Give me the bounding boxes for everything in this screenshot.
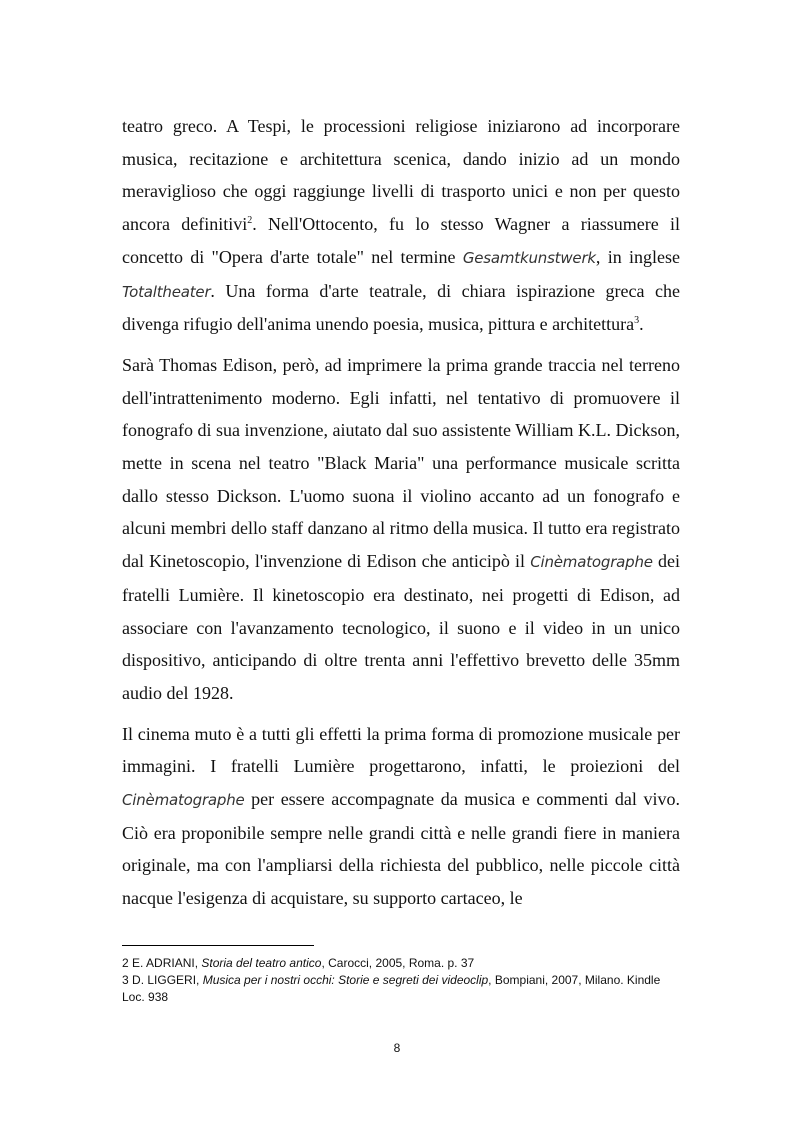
footnote-title: Musica per i nostri occhi: Storie e segreti dei videoclip <box>202 973 489 987</box>
footnote-ref-3[interactable]: 3 <box>634 315 640 327</box>
footnote-author: D. LIGGERI, <box>128 973 203 987</box>
paragraph-1 <box>122 110 680 341</box>
italic-term: Cinèmatographe <box>530 553 653 572</box>
body-text <box>122 110 680 923</box>
paragraph-text: . <box>639 314 644 335</box>
paragraph-text: , in inglese <box>595 246 680 267</box>
italic-term: Gesamtkunstwerk <box>462 248 596 267</box>
footnote-number: 3 <box>122 973 129 987</box>
footnote-number: 2 <box>122 956 129 970</box>
footnote-ref-2[interactable]: 2 <box>247 215 253 227</box>
page-number: 8 <box>393 1041 401 1055</box>
footnote-details: , Carocci, 2005, Roma. p. 37 <box>321 956 475 970</box>
footnote-separator <box>122 945 314 946</box>
paragraph-text: . Una forma d'arte teatrale, di chiara ispirazione greca che divenga rifugio dell'anima unendo poesia, musica, pittura e architettura <box>122 280 680 335</box>
footnote-3 <box>122 972 680 1006</box>
footnote-title: Storia del teatro antico <box>201 956 322 970</box>
paragraph-text: per essere accompagnate da musica e commenti dal vivo. Ciò era proponibile sempre nelle grandi città e nelle grandi fiere in maniera originale, ma con l'ampliarsi della richiesta del pubblico, nelle piccole città nacque l'esigenza di acquistare, su supporto cartaceo, le <box>122 789 680 909</box>
paragraph-2 <box>122 349 680 710</box>
paragraph-3 <box>122 718 680 915</box>
paragraph-text: dei fratelli Lumière. Il kinetoscopio era destinato, nei progetti di Edison, ad associare con l'avanzamento tecnologico, il suono e il video in un unico dispositivo, anticipando di oltre trenta anni l'effettivo brevetto delle 35mm audio del 1928. <box>122 551 680 703</box>
footnote-details: , Bompiani, 2007, Milano. Kindle Loc. 938 <box>122 973 661 1004</box>
paragraph-text: Sarà Thomas Edison, però, ad imprimere la prima grande traccia nel terreno dell'intrattenimento moderno. Egli infatti, nel tentativo di promuovere il fonografo di sua invenzione, aiutato dal suo assistente William K.L. Dickson, mette in scena nel teatro "Black Maria" una performance musicale scritta dallo stesso Dickson. L'uomo suona il violino accanto ad un fonografo e alcuni membri dello staff danzano al ritmo della musica. Il tutto era registrato dal Kinetoscopio, l'invenzione di Edison che anticipò il <box>122 354 680 572</box>
paragraph-text: teatro greco. A Tespi, le processioni religiose iniziarono ad incorporare musica, recitazione e architettura scenica, dando inizio ad un mondo meraviglioso che oggi raggiunge livelli di trasporto unici e non per questo ancora definitivi <box>122 116 680 235</box>
footnote-2 <box>122 955 680 972</box>
footnote-author: E. ADRIANI, <box>128 956 202 970</box>
paragraph-text: . Nell'Ottocento, fu lo stesso Wagner a riassumere il concetto di "Opera d'arte totale" nel termine <box>122 214 680 267</box>
paragraph-text: Il cinema muto è a tutti gli effetti la prima forma di promozione musicale per immagini. I fratelli Lumière progettarono, infatti, le proiezioni del <box>122 723 680 777</box>
italic-term: Cinèmatographe <box>122 791 245 810</box>
footnotes <box>122 955 680 1006</box>
italic-term: Totaltheater <box>122 282 211 301</box>
